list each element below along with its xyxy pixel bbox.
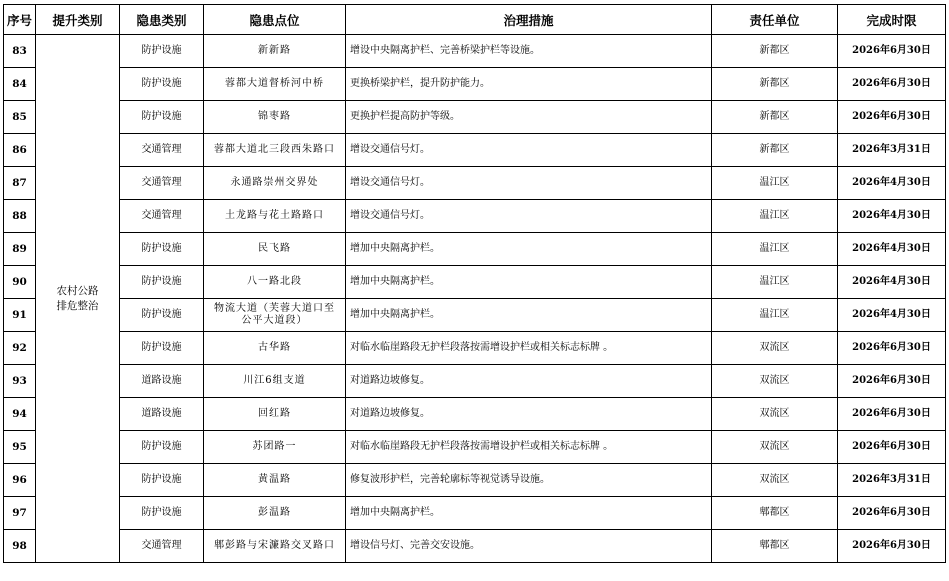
row-measure: 更换桥梁护栏，提升防护能力。	[346, 68, 712, 101]
row-unit: 双流区	[712, 431, 838, 464]
row-hazard-type: 交通管理	[120, 200, 204, 233]
row-location: 锦枣路	[204, 101, 346, 134]
row-seq: 91	[4, 299, 36, 332]
row-hazard-type: 防护设施	[120, 431, 204, 464]
table-row	[4, 398, 946, 431]
row-seq: 92	[4, 332, 36, 365]
row-seq: 89	[4, 233, 36, 266]
header-category: 提升类别	[36, 5, 120, 35]
location-line-2: 公平大道段）	[241, 315, 308, 326]
row-location: 川江6组支道	[204, 365, 346, 398]
row-measure: 对临水临崖路段无护栏段落按需增设护栏或相关标志标牌 。	[346, 431, 712, 464]
header-row	[4, 5, 946, 35]
row-location: 蓉都大道北三段西朱路口	[204, 134, 346, 167]
row-deadline: 2026年6月30日	[838, 68, 946, 101]
row-deadline: 2026年4月30日	[838, 299, 946, 332]
merged-category-cell	[36, 35, 120, 563]
row-seq: 90	[4, 266, 36, 299]
hazard-rectification-table	[3, 4, 946, 563]
row-deadline: 2026年6月30日	[838, 365, 946, 398]
row-hazard-type: 防护设施	[120, 299, 204, 332]
header-unit: 责任单位	[712, 5, 838, 35]
header-deadline: 完成时限	[838, 5, 946, 35]
row-seq: 94	[4, 398, 36, 431]
row-hazard-type: 防护设施	[120, 464, 204, 497]
row-seq: 83	[4, 35, 36, 68]
row-unit: 双流区	[712, 332, 838, 365]
table-row	[4, 200, 946, 233]
table-row	[4, 35, 946, 68]
row-seq: 95	[4, 431, 36, 464]
row-location: 新新路	[204, 35, 346, 68]
table-row	[4, 431, 946, 464]
table-row	[4, 332, 946, 365]
row-location: 永通路崇州交界处	[204, 167, 346, 200]
row-measure: 对临水临崖路段无护栏段落按需增设护栏或相关标志标牌 。	[346, 332, 712, 365]
row-hazard-type: 防护设施	[120, 68, 204, 101]
row-deadline: 2026年4月30日	[838, 200, 946, 233]
header-hazard-type: 隐患类别	[120, 5, 204, 35]
row-hazard-type: 道路设施	[120, 365, 204, 398]
category-line-1: 农村公路	[56, 284, 99, 297]
row-unit: 新都区	[712, 134, 838, 167]
row-hazard-type: 防护设施	[120, 332, 204, 365]
row-location: 彭温路	[204, 497, 346, 530]
table-row	[4, 101, 946, 134]
row-measure: 增加中央隔离护栏。	[346, 266, 712, 299]
row-hazard-type: 交通管理	[120, 134, 204, 167]
row-hazard-type: 防护设施	[120, 233, 204, 266]
table-row	[4, 167, 946, 200]
row-unit: 郫都区	[712, 530, 838, 563]
row-deadline: 2026年6月30日	[838, 101, 946, 134]
row-seq: 87	[4, 167, 36, 200]
row-hazard-type: 防护设施	[120, 266, 204, 299]
row-location: 蓉都大道督桥河中桥	[204, 68, 346, 101]
row-deadline: 2026年6月30日	[838, 332, 946, 365]
row-seq: 84	[4, 68, 36, 101]
row-unit: 温江区	[712, 200, 838, 233]
row-deadline: 2026年4月30日	[838, 167, 946, 200]
row-measure: 更换护栏提高防护等级。	[346, 101, 712, 134]
row-deadline: 2026年6月30日	[838, 497, 946, 530]
row-hazard-type: 防护设施	[120, 35, 204, 68]
row-measure: 增设交通信号灯。	[346, 167, 712, 200]
table-row	[4, 497, 946, 530]
row-deadline: 2026年4月30日	[838, 233, 946, 266]
row-unit: 温江区	[712, 266, 838, 299]
row-measure: 增加中央隔离护栏。	[346, 299, 712, 332]
row-deadline: 2026年6月30日	[838, 398, 946, 431]
row-deadline: 2026年3月31日	[838, 464, 946, 497]
row-seq: 98	[4, 530, 36, 563]
row-measure: 增设交通信号灯。	[346, 200, 712, 233]
row-unit: 双流区	[712, 464, 838, 497]
row-deadline: 2026年3月31日	[838, 134, 946, 167]
row-unit: 郫都区	[712, 497, 838, 530]
table-row	[4, 299, 946, 332]
row-location: 回红路	[204, 398, 346, 431]
row-deadline: 2026年6月30日	[838, 431, 946, 464]
row-measure: 对道路边坡修复。	[346, 398, 712, 431]
row-deadline: 2026年6月30日	[838, 530, 946, 563]
row-unit: 新都区	[712, 101, 838, 134]
header-location: 隐患点位	[204, 5, 346, 35]
row-unit: 双流区	[712, 398, 838, 431]
row-unit: 温江区	[712, 299, 838, 332]
row-hazard-type: 道路设施	[120, 398, 204, 431]
row-deadline: 2026年4月30日	[838, 266, 946, 299]
row-measure: 修复波形护栏，完善轮廓标等视觉诱导设施。	[346, 464, 712, 497]
row-measure: 增设信号灯、完善交安设施。	[346, 530, 712, 563]
row-location: 古华路	[204, 332, 346, 365]
row-location: 土龙路与花土路路口	[204, 200, 346, 233]
table-row	[4, 365, 946, 398]
row-location: 郫彭路与宋濂路交叉路口	[204, 530, 346, 563]
table-row	[4, 266, 946, 299]
row-location: 黄温路	[204, 464, 346, 497]
row-unit: 温江区	[712, 167, 838, 200]
row-location	[204, 299, 346, 332]
row-unit: 双流区	[712, 365, 838, 398]
table-row	[4, 530, 946, 563]
table-row	[4, 68, 946, 101]
row-location: 民飞路	[204, 233, 346, 266]
row-seq: 85	[4, 101, 36, 134]
row-measure: 增加中央隔离护栏。	[346, 233, 712, 266]
row-seq: 86	[4, 134, 36, 167]
row-hazard-type: 防护设施	[120, 101, 204, 134]
row-unit: 温江区	[712, 233, 838, 266]
row-measure: 增设交通信号灯。	[346, 134, 712, 167]
row-measure: 对道路边坡修复。	[346, 365, 712, 398]
row-hazard-type: 交通管理	[120, 167, 204, 200]
header-measure: 治理措施	[346, 5, 712, 35]
table-row	[4, 464, 946, 497]
row-measure: 增设中央隔离护栏、完善桥梁护栏等设施。	[346, 35, 712, 68]
location-line-1: 物流大道（芙蓉大道口至	[214, 303, 335, 314]
row-hazard-type: 交通管理	[120, 530, 204, 563]
row-seq: 97	[4, 497, 36, 530]
row-seq: 88	[4, 200, 36, 233]
row-measure: 增加中央隔离护栏。	[346, 497, 712, 530]
row-seq: 96	[4, 464, 36, 497]
header-seq: 序号	[4, 5, 36, 35]
row-location: 苏团路一	[204, 431, 346, 464]
table-row	[4, 233, 946, 266]
category-line-2: 排危整治	[56, 299, 99, 312]
row-unit: 新都区	[712, 68, 838, 101]
row-deadline: 2026年6月30日	[838, 35, 946, 68]
row-seq: 93	[4, 365, 36, 398]
row-location: 八一路北段	[204, 266, 346, 299]
table-row	[4, 134, 946, 167]
row-unit: 新都区	[712, 35, 838, 68]
row-hazard-type: 防护设施	[120, 497, 204, 530]
